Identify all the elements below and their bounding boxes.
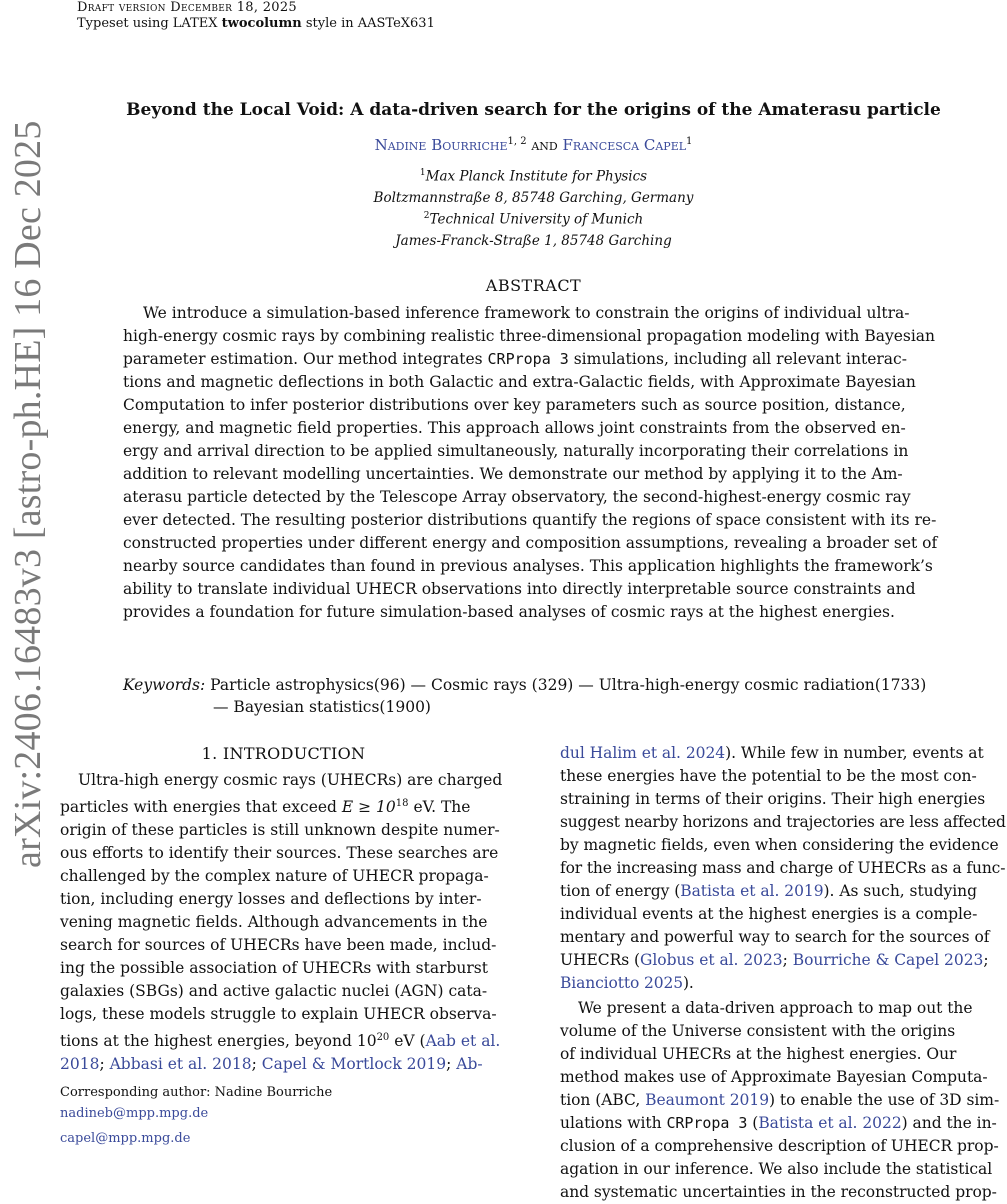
affiliation-2-address: James-Franck-Straße 1, 85748 Garching — [395, 233, 672, 249]
abstract-body — [123, 302, 940, 624]
citation-link[interactable]: Globus et al. 2023 — [640, 951, 783, 969]
footnote — [60, 1082, 332, 1149]
body-line: straining in terms of their origins. Their high energies — [560, 790, 986, 808]
citation-link[interactable]: dul Halim et al. 2024 — [560, 744, 726, 762]
abstract-line: ability to translate individual UHECR observations into directly interpretable source constraints and — [123, 580, 916, 598]
keywords-line-2: — Bayesian statistics(1900) — [213, 698, 431, 716]
body-line: challenged by the complex nature of UHECR propaga- — [60, 867, 489, 886]
abstract-line: nearby source candidates than found in previous analyses. This application highlights the framework’s — [123, 557, 933, 575]
citation-link[interactable]: Capel & Mortlock 2019 — [261, 1055, 447, 1074]
affiliation-1-name: $^1$Max Planck Institute for Physics — [419, 168, 648, 185]
abstract-heading: ABSTRACT — [485, 276, 582, 295]
keywords-line-1: Particle astrophysics(96) — Cosmic rays (329) — Ultra-high-energy cosmic radiation(1733) — [205, 676, 927, 694]
author-link-capel[interactable]: Francesca Capel — [562, 136, 687, 154]
body-line: by magnetic fields, even when considering the evidence — [560, 836, 999, 854]
body-line: tion (ABC, Beaumont 2019) to enable the use of 3D sim- — [560, 1091, 1000, 1109]
body-line: of individual UHECRs at the highest energies. Our — [560, 1045, 957, 1063]
body-line: ing the possible association of UHECRs with starburst — [60, 959, 488, 978]
typeset-bold: twocolumn — [221, 16, 302, 31]
email-link[interactable]: capel@mpp.mpg.de — [60, 1131, 191, 1146]
body-line: volume of the Universe consistent with the origins — [560, 1022, 956, 1040]
body-line: mentary and powerful way to search for the sources of — [560, 928, 990, 946]
body-line: particles with energies that exceed $E \ge 10^{18}$ eV. The — [60, 798, 471, 817]
body-line: origin of these particles is still unknown despite numer- — [60, 821, 500, 840]
author-list — [0, 136, 1007, 154]
body-line: and systematic uncertainties in the reconstructed prop- — [560, 1183, 997, 1201]
body-line: suggest nearby horizons and trajectories are less affected — [560, 813, 1006, 831]
body-line: method makes use of Approximate Bayesian Computa- — [560, 1068, 988, 1086]
abstract-line: We introduce a simulation-based inference framework to constrain the origins of individual ultra- — [143, 304, 910, 322]
abstract-line: ever detected. The resulting posterior distributions quantify the regions of space consistent with its re- — [123, 511, 937, 529]
body-line: ous efforts to identify their sources. These searches are — [60, 844, 499, 863]
affiliation-1-address: Boltzmannstraße 8, 85748 Garching, Germany — [373, 190, 694, 206]
abstract-line: high-energy cosmic rays by combining realistic three-dimensional propagation modeling with Bayesian — [123, 327, 936, 345]
code-crpropa: CRPropa 3 — [666, 1114, 748, 1132]
abstract-line: Computation to infer posterior distributions over key parameters such as source position, distance, — [123, 396, 906, 414]
body-line: UHECRs (Globus et al. 2023; Bourriche & Capel 2023; — [560, 951, 989, 969]
abstract-line: provides a foundation for future simulation-based analyses of cosmic rays at the highest energies. — [123, 603, 895, 621]
body-line: galaxies (SBGs) and active galactic nuclei (AGN) cata- — [60, 982, 488, 1001]
citation-link[interactable]: 2018 — [60, 1055, 100, 1074]
citation-link[interactable]: Batista et al. 2019 — [680, 882, 824, 900]
author-affil-sup: 1, 2 — [507, 136, 527, 147]
body-line: these energies have the potential to be the most con- — [560, 767, 977, 785]
citation-link[interactable]: Bianciotto 2025 — [560, 974, 683, 992]
abstract-line: parameter estimation. Our method integrates CRPropa 3 simulations, including all relevant interac- — [123, 350, 907, 368]
body-line: tion, including energy losses and deflections by inter- — [60, 890, 482, 909]
body-line: dul Halim et al. 2024). While few in number, events at — [560, 744, 984, 762]
citation-link[interactable]: Bourriche & Capel 2023 — [792, 951, 984, 969]
affiliation-2-name: $^2$Technical University of Munich — [423, 211, 644, 228]
typeset-prefix: Typeset using — [77, 16, 173, 31]
keywords — [123, 674, 943, 718]
body-line: agation in our inference. We also include the statistical — [560, 1160, 993, 1178]
body-line: logs, these models struggle to explain UHECR observa- — [60, 1005, 497, 1024]
body-line: Ultra-high energy cosmic rays (UHECRs) are charged — [78, 771, 503, 789]
typeset-suffix: style in AASTeX631 — [301, 16, 435, 31]
corresponding-author: Corresponding author: Nadine Bourriche — [60, 1085, 333, 1100]
citation-link[interactable]: Batista et al. 2022 — [758, 1114, 902, 1132]
typeset-latex: LATEX — [172, 16, 218, 31]
body-line: for the increasing mass and charge of UHECRs as a func- — [560, 859, 1006, 877]
abstract-line: constructed properties under different energy and composition assumptions, revealing a broader set of — [123, 534, 938, 552]
abstract-line: energy, and magnetic field properties. This approach allows joint constraints from the observed en- — [123, 419, 906, 437]
body-line: We present a data-driven approach to map out the — [578, 999, 973, 1017]
draft-date: December 18, 2025 — [170, 0, 297, 15]
abstract-line: tions and magnetic deflections in both Galactic and extra-Galactic fields, with Approximate Bayesian — [123, 373, 916, 391]
abstract-line: ergy and arrival direction to be applied simultaneously, naturally incorporating their correlations in — [123, 442, 909, 460]
paper-title: Beyond the Local Void: A data-driven search for the origins of the Amaterasu particle — [126, 100, 941, 120]
body-line: clusion of a comprehensive description of UHECR prop- — [560, 1137, 999, 1155]
draft-version-line — [77, 0, 297, 15]
author-link-bourriche[interactable]: Nadine Bourriche — [374, 136, 508, 154]
keywords-label: Keywords: — [123, 676, 206, 694]
code-crpropa: CRPropa 3 — [487, 350, 569, 368]
section-heading-introduction: 1. INTRODUCTION — [201, 744, 366, 763]
email-link[interactable]: nadineb@mpp.mpg.de — [60, 1106, 209, 1121]
author-affil-sup: 1 — [686, 136, 693, 147]
typeset-line — [77, 16, 435, 31]
body-line: individual events at the highest energies is a comple- — [560, 905, 978, 923]
citation-link[interactable]: Abbasi et al. 2018 — [109, 1055, 252, 1074]
body-line: ulations with CRPropa 3 (Batista et al. 2022) and the in- — [560, 1114, 997, 1132]
citation-link[interactable]: Ab- — [456, 1055, 483, 1074]
draft-prefix: Draft version — [77, 0, 171, 15]
abstract-line: aterasu particle detected by the Telescope Array observatory, the second-highest-energy cosmic ray — [123, 488, 911, 506]
body-line: vening magnetic fields. Although advancements in the — [60, 913, 488, 932]
body-line: 2018; Abbasi et al. 2018; Capel & Mortlock 2019; Ab- — [60, 1055, 483, 1074]
citation-link[interactable]: Beaumont 2019 — [645, 1091, 770, 1109]
body-line: search for sources of UHECRs have been made, includ- — [60, 936, 497, 955]
citation-link[interactable]: Aab et al. — [425, 1032, 501, 1051]
body-line: Bianciotto 2025). — [560, 974, 694, 992]
column-left — [60, 742, 507, 1076]
body-line: tion of energy (Batista et al. 2019). As such, studying — [560, 882, 977, 900]
arxiv-identifier-stamp: arXiv:2406.16483v3 [astro-ph.HE] 16 Dec 2025 — [7, 120, 49, 868]
column-right — [560, 742, 1007, 1204]
author-and: and — [526, 136, 563, 154]
body-line: tions at the highest energies, beyond $10^{20}$ eV (Aab et al. — [60, 1032, 501, 1051]
abstract-line: addition to relevant modelling uncertainties. We demonstrate our method by applying it to the Am- — [123, 465, 903, 483]
